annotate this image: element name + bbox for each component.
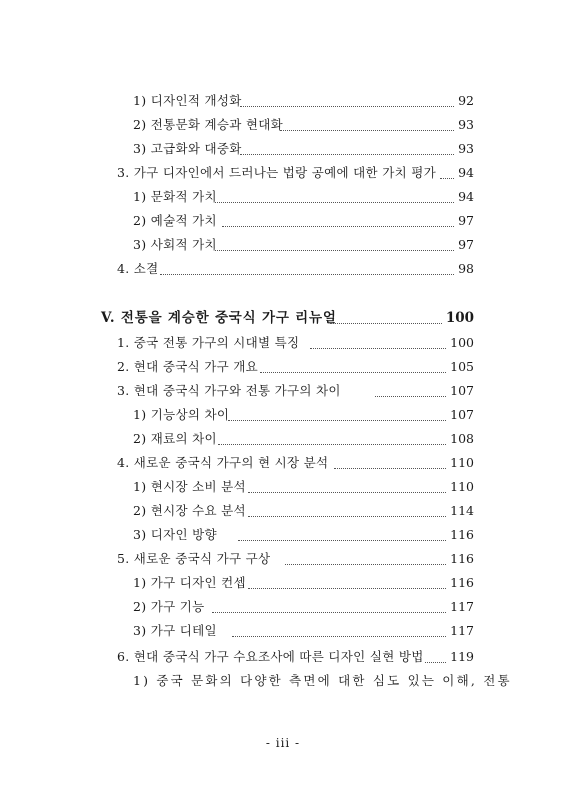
dot-leader	[240, 104, 456, 107]
toc-entry-page: 117	[446, 621, 474, 641]
dot-leader	[222, 224, 456, 227]
toc-entry-label: 1) 기능상의 차이	[133, 405, 233, 425]
toc-entry[interactable]	[0, 91, 566, 111]
dot-leader	[248, 514, 448, 517]
toc-chapter-entry[interactable]	[0, 308, 566, 328]
toc-entry-page: 114	[446, 501, 474, 521]
toc-entry[interactable]	[0, 621, 566, 641]
dot-leader	[240, 152, 456, 155]
toc-entry-label: 3) 가구 디테일	[133, 621, 221, 641]
toc-entry-label: 2) 예술적 가치	[133, 211, 221, 231]
toc-entry[interactable]	[0, 525, 566, 545]
dot-leader	[310, 346, 448, 349]
toc-entry-label: 6. 현대 중국식 가구 수요조사에 따른 디자인 실현 방법	[117, 647, 428, 667]
toc-entry[interactable]	[0, 187, 566, 207]
toc-entry[interactable]	[0, 235, 566, 255]
toc-entry[interactable]	[0, 163, 566, 183]
toc-entry-page: 119	[446, 647, 474, 667]
dot-leader	[260, 370, 448, 373]
toc-entry-label: 2. 현대 중국식 가구 개요	[117, 357, 262, 377]
toc-entry-page: 108	[446, 429, 474, 449]
toc-entry-page: 94	[454, 163, 474, 183]
toc-entry-label: 4. 새로운 중국식 가구의 현 시장 분석	[117, 453, 332, 473]
toc-entry-page: 92	[454, 91, 474, 111]
toc-entry-label: 1) 문화적 가치	[133, 187, 221, 207]
toc-entry-label: 1) 중국 문화의 다양한 측면에 대한 심도 있는 이해, 전통	[133, 671, 516, 691]
toc-entry[interactable]	[0, 259, 566, 279]
toc-entry[interactable]	[0, 597, 566, 617]
toc-entry-label: 1) 가구 디자인 컨셉	[133, 573, 250, 593]
dot-leader	[334, 466, 448, 469]
toc-entry-label: 2) 가구 기능	[133, 597, 208, 617]
toc-entry[interactable]	[0, 429, 566, 449]
dot-leader	[248, 586, 448, 589]
dot-leader	[375, 394, 448, 397]
toc-entry-page: 107	[446, 405, 474, 425]
toc-entry[interactable]	[0, 671, 566, 691]
toc-entry-page: 116	[446, 525, 474, 545]
toc-entry-page: 100	[446, 333, 474, 353]
dot-leader	[238, 538, 448, 541]
toc-entry[interactable]	[0, 647, 566, 667]
toc-entry-label: 3. 가구 디자인에서 드러나는 법랑 공예에 대한 가치 평가	[117, 163, 440, 183]
toc-entry-page: 93	[454, 115, 474, 135]
toc-entry[interactable]	[0, 453, 566, 473]
toc-entry-page: 97	[454, 235, 474, 255]
toc-entry-page: 94	[454, 187, 474, 207]
toc-entry-page: 105	[446, 357, 474, 377]
toc-entry-label: 1) 디자인적 개성화	[133, 91, 246, 111]
toc-chapter-label: V. 전통을 계승한 중국식 가구 리뉴얼	[101, 308, 341, 328]
toc-entry[interactable]	[0, 405, 566, 425]
dot-leader	[215, 248, 456, 251]
toc-entry-page: 98	[454, 259, 474, 279]
dot-leader	[215, 200, 456, 203]
toc-entry-label: 5. 새로운 중국식 가구 구상	[117, 549, 274, 569]
toc-entry[interactable]	[0, 333, 566, 353]
dot-leader	[228, 418, 448, 421]
toc-entry[interactable]	[0, 501, 566, 521]
dot-leader	[212, 610, 448, 613]
toc-entry-label: 1) 현시장 소비 분석	[133, 477, 250, 497]
toc-entry-label: 2) 현시장 수요 분석	[133, 501, 250, 521]
dot-leader	[232, 634, 448, 637]
toc-entry[interactable]	[0, 357, 566, 377]
toc-entry-label: 4. 소결	[117, 259, 163, 279]
toc-entry-label: 3. 현대 중국식 가구와 전통 가구의 차이	[117, 381, 345, 401]
toc-entry-label: 3) 고급화와 대중화	[133, 139, 246, 159]
toc-entry[interactable]	[0, 211, 566, 231]
page-number: - iii -	[265, 736, 301, 750]
toc-entry-page: 93	[454, 139, 474, 159]
toc-chapter-page: 100	[442, 308, 474, 328]
toc-entry[interactable]	[0, 573, 566, 593]
dot-leader	[425, 660, 448, 663]
toc-entry[interactable]	[0, 477, 566, 497]
toc-entry-page: 116	[446, 573, 474, 593]
toc-entry-page: 110	[446, 477, 474, 497]
dot-leader	[248, 490, 448, 493]
toc-entry-page: 97	[454, 211, 474, 231]
toc-entry-label: 3) 디자인 방향	[133, 525, 221, 545]
dot-leader	[330, 321, 448, 324]
dot-leader	[218, 442, 448, 445]
toc-entry-page: 107	[446, 381, 474, 401]
toc-entry[interactable]	[0, 139, 566, 159]
toc-entry[interactable]	[0, 115, 566, 135]
dot-leader	[280, 128, 456, 131]
toc-entry-page: 110	[446, 453, 474, 473]
toc-entry-label: 2) 재료의 차이	[133, 429, 221, 449]
dot-leader	[160, 272, 456, 275]
toc-entry-page: 117	[446, 597, 474, 617]
toc-entry-label: 3) 사회적 가치	[133, 235, 221, 255]
toc-entry-label: 1. 중국 전통 가구의 시대별 특징	[117, 333, 303, 353]
dot-leader	[285, 562, 448, 565]
toc-entry[interactable]	[0, 549, 566, 569]
toc-entry-label: 2) 전통문화 계승과 현대화	[133, 115, 287, 135]
toc-entry[interactable]	[0, 381, 566, 401]
toc-entry-page: 116	[446, 549, 474, 569]
